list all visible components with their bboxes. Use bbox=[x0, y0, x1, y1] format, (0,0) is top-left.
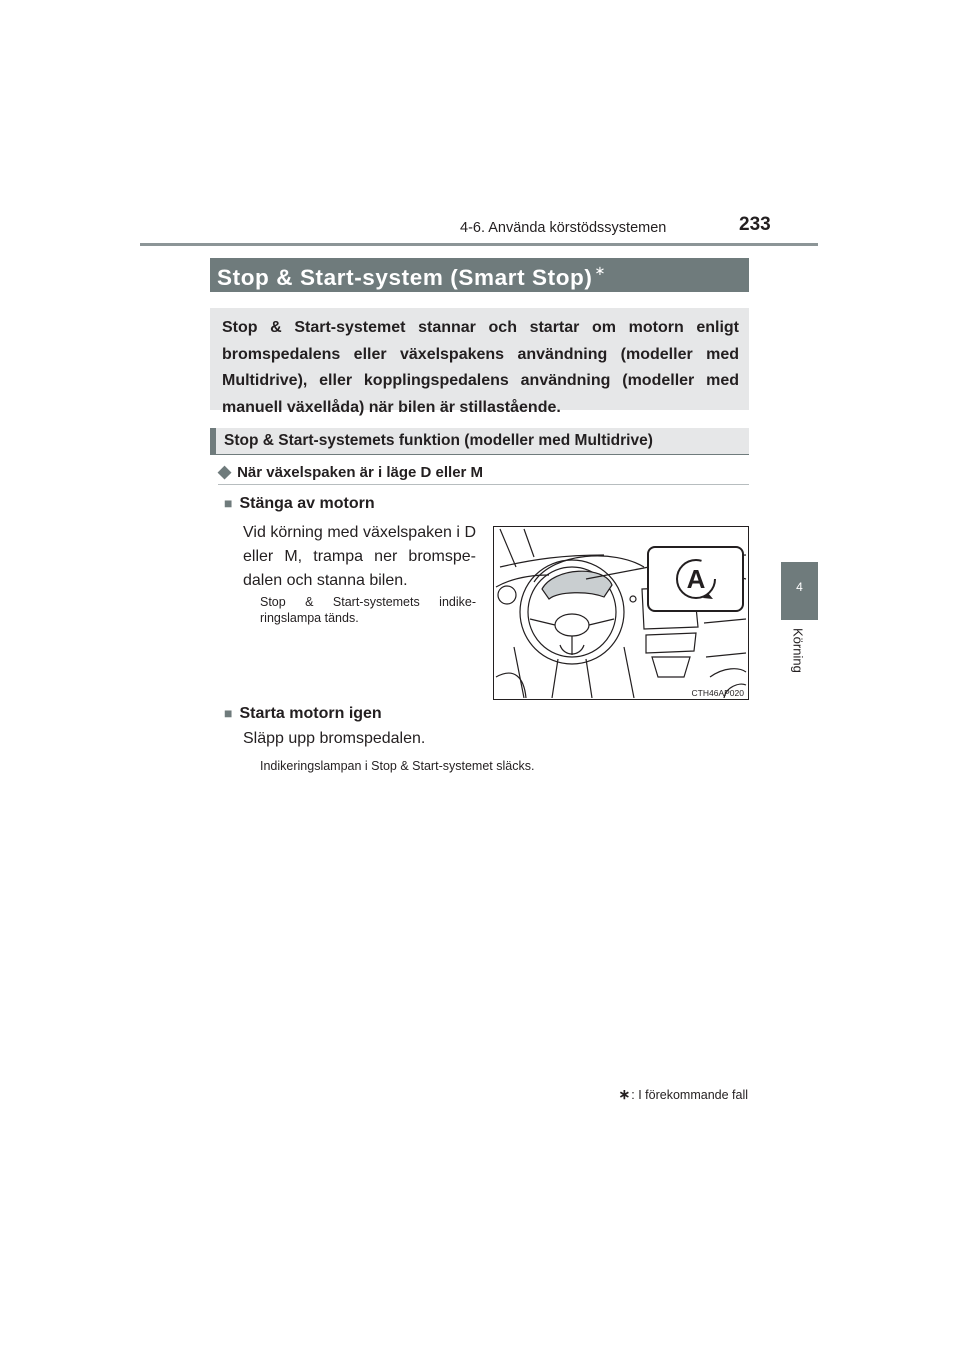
header-divider bbox=[140, 243, 818, 246]
restart-engine-note: Indikeringslampan i Stop & Start-systemet släcks. bbox=[260, 759, 535, 773]
page-title bbox=[210, 258, 749, 292]
restart-engine-heading-text: Starta motorn igen bbox=[239, 705, 382, 722]
page-title-text: Stop & Start-system (Smart Stop) bbox=[217, 265, 593, 290]
stop-engine-heading-text: Stänga av motorn bbox=[239, 495, 375, 512]
intro-text: Stop & Start-systemet stannar och startar om motorn enligt bromspedalens eller växelspakens användning (modeller med Multidrive), eller kopplingspedalens användning (modeller med manuell växellåda) när bilen är stillastående. bbox=[210, 308, 749, 410]
square-bullet-icon: ■ bbox=[224, 705, 233, 721]
figure-code: CTH46AP020 bbox=[691, 688, 744, 698]
case-heading-text: När växelspaken är i läge D eller M bbox=[237, 464, 484, 481]
restart-engine-heading bbox=[224, 705, 382, 723]
header-section-title: 4-6. Använda körstödssystemen bbox=[460, 220, 667, 236]
dashboard-illustration bbox=[493, 526, 749, 700]
square-bullet-icon: ■ bbox=[224, 495, 233, 511]
subsection-heading: Stop & Start-systemets funktion (modeller med Multidrive) bbox=[210, 428, 749, 455]
stop-engine-text: Vid körning med växelspaken i D eller M, trampa ner bromspe-dalen och stanna bilen. bbox=[243, 524, 476, 589]
case-heading bbox=[218, 462, 749, 485]
footnote bbox=[619, 1086, 748, 1103]
chapter-label: Körning bbox=[790, 628, 806, 673]
page-number: 233 bbox=[739, 214, 771, 235]
restart-engine-text: Släpp upp bromspedalen. bbox=[243, 730, 426, 747]
stop-engine-heading bbox=[224, 495, 375, 513]
footnote-text: : I förekommande fall bbox=[631, 1088, 748, 1102]
asterisk-icon: ∗ bbox=[618, 1086, 631, 1102]
chapter-number: 4 bbox=[796, 580, 803, 594]
asterisk-icon: ∗ bbox=[594, 263, 606, 278]
callout-letter: A bbox=[686, 564, 706, 594]
chapter-tab bbox=[781, 562, 818, 620]
diamond-icon: ◆ bbox=[218, 462, 232, 481]
stop-engine-note: Stop & Start-systemets indike-ringslampa tänds. bbox=[260, 595, 476, 625]
dashboard-drawing bbox=[494, 527, 747, 698]
